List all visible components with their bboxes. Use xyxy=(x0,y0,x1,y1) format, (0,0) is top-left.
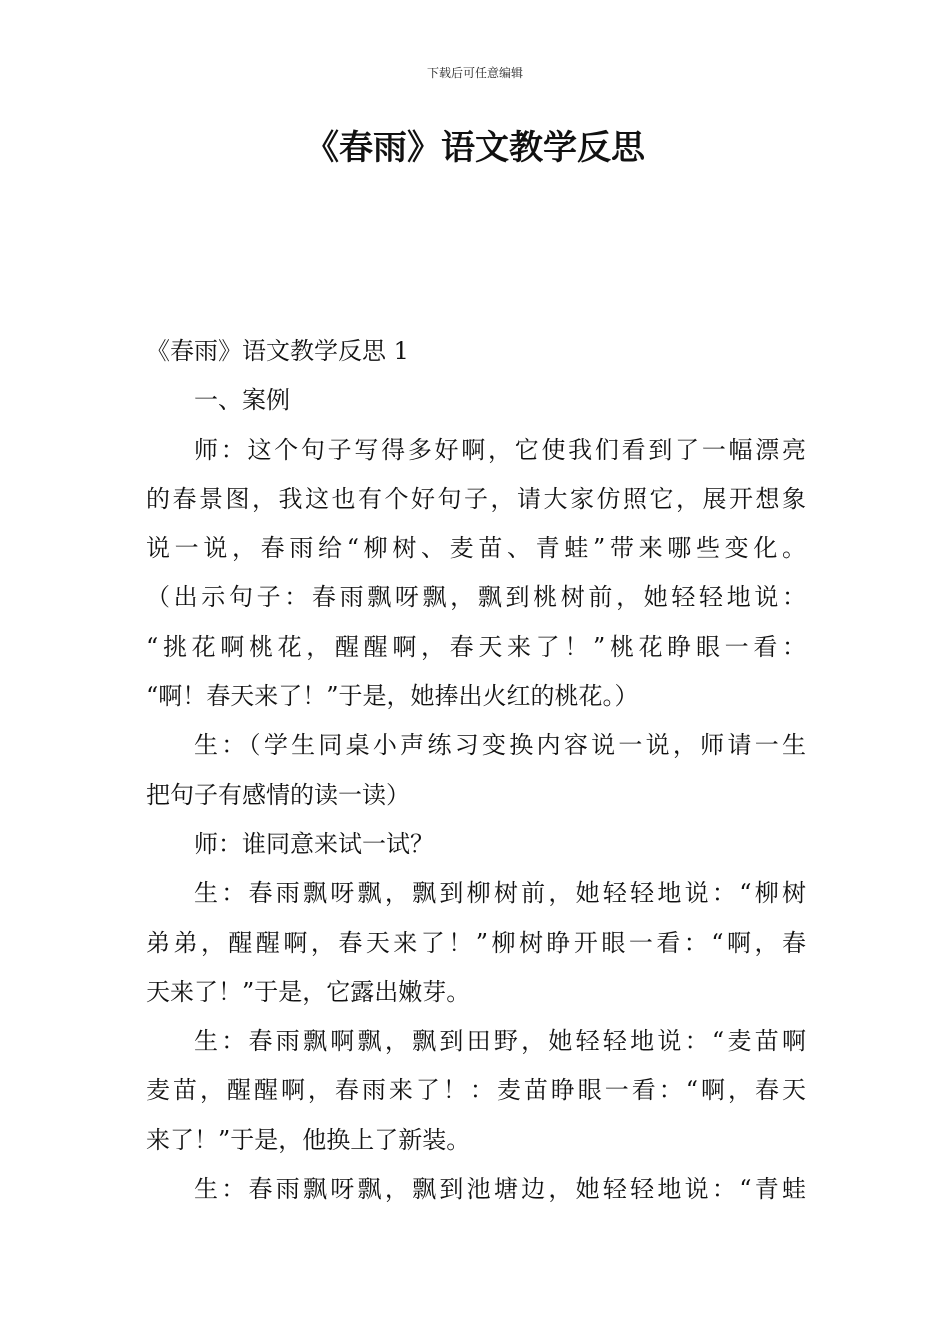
document-title: 《春雨》语文教学反思 xyxy=(305,128,645,168)
body-line: 麦苗，醒醒啊，春雨来了！：麦苗睁眼一看：“啊，春天 xyxy=(146,1076,806,1105)
body-line: 说一说，春雨给“柳树、麦苗、青蛙”带来哪些变化。 xyxy=(146,534,806,563)
body-line: （出示句子：春雨飘呀飘，飘到桃树前，她轻轻地说： xyxy=(146,583,806,612)
body-line: 把句子有感情的读一读） xyxy=(146,780,410,809)
body-line: 生：（学生同桌小声练习变换内容说一说，师请一生 xyxy=(194,731,806,760)
body-line: 师：这个句子写得多好啊，它使我们看到了一幅漂亮 xyxy=(194,435,806,464)
body-line: 生：春雨飘呀飘，飘到柳树前，她轻轻地说：“柳树 xyxy=(194,879,806,908)
document-body xyxy=(146,327,806,1214)
body-line: 弟弟，醒醒啊，春天来了！”柳树睁开眼一看：“啊，春 xyxy=(146,928,806,957)
body-line: 师：谁同意来试一试？ xyxy=(194,829,434,858)
body-line: 来了！”于是，他换上了新装。 xyxy=(146,1125,471,1154)
body-line: 生：春雨飘呀飘，飘到池塘边，她轻轻地说：“青蛙 xyxy=(194,1175,806,1204)
body-line: 生：春雨飘啊飘，飘到田野，她轻轻地说：“麦苗啊 xyxy=(194,1027,806,1056)
body-line: “挑花啊桃花，醒醒啊，春天来了！”桃花睁眼一看： xyxy=(146,632,806,661)
body-line: 天来了！”于是，它露出嫩芽。 xyxy=(146,977,471,1006)
header-note: 下载后可任意编辑 xyxy=(426,66,523,80)
body-line: 一、案例 xyxy=(194,386,290,415)
body-line: “啊！春天来了！”于是，她捧出火红的桃花。） xyxy=(146,682,639,711)
body-line: 《春雨》语文教学反思 1 xyxy=(146,337,409,365)
body-line: 的春景图，我这也有个好句子，请大家仿照它，展开想象 xyxy=(146,484,806,513)
